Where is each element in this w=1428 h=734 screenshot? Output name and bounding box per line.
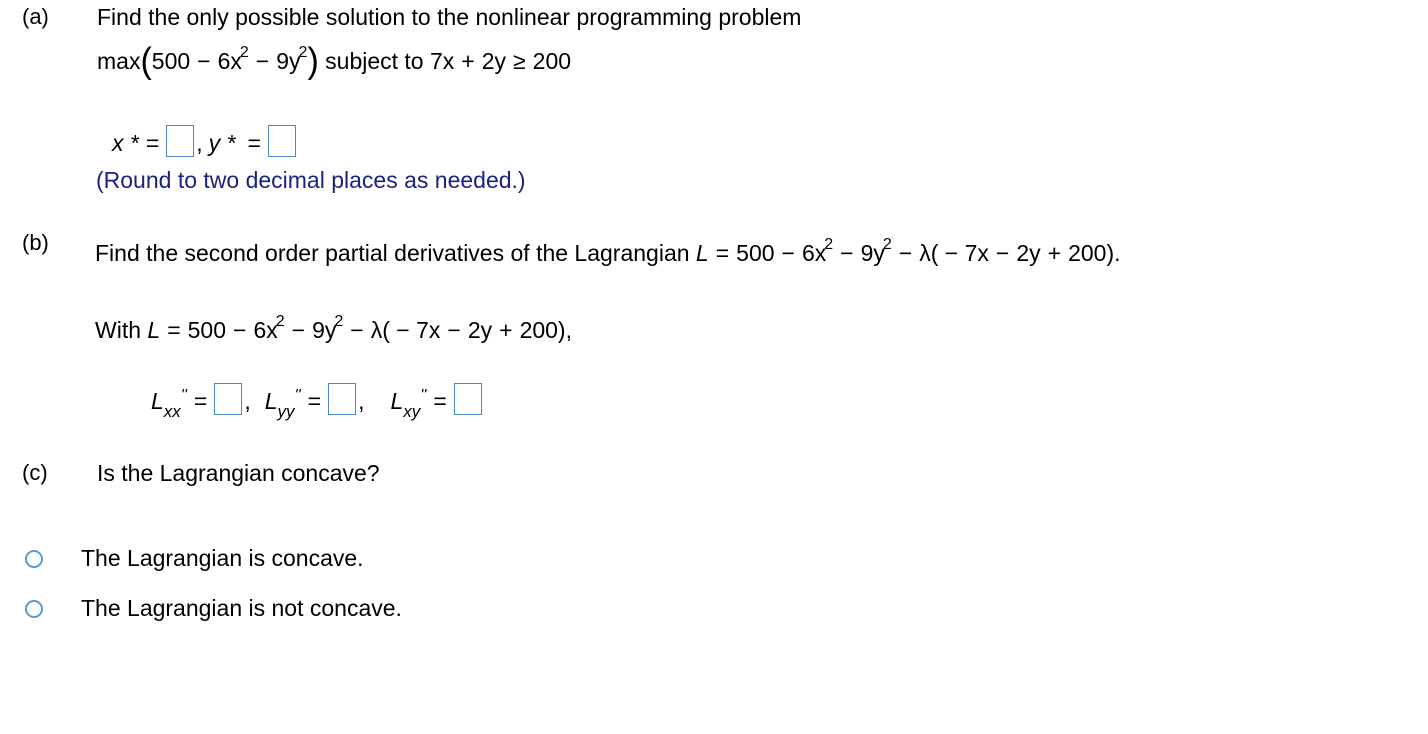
with-text: With (95, 317, 141, 343)
option-not-concave-label[interactable]: The Lagrangian is not concave. (81, 595, 402, 621)
lxx-label: $L_{xx}''$ (151, 386, 187, 421)
y-star-label: y * (208, 129, 236, 156)
radio-concave[interactable] (25, 550, 43, 568)
objective-x-term: 6x (217, 48, 242, 74)
plus-sign: + (1047, 240, 1062, 266)
part-b-prompt-text: Find the second order partial derivatives of the Lagrangian (95, 240, 690, 266)
exponent: 2 (334, 313, 344, 330)
close-paren: ) (307, 41, 319, 81)
minus-sign: − (233, 317, 247, 343)
option-not-concave[interactable] (25, 595, 402, 622)
x-star-label: x * (112, 129, 139, 156)
answer-row-xy (112, 127, 296, 159)
plus-sign: + (499, 317, 513, 343)
minus-sign: − (255, 48, 270, 74)
lxy-label: $L_{xy}''$ (390, 386, 427, 421)
equals-sign: = (193, 387, 208, 414)
constraint-y-term: 2y (481, 48, 507, 74)
exponent: 2 (275, 313, 285, 330)
rounding-note: (Round to two decimal places as needed.) (96, 167, 526, 193)
part-c-prompt: Is the Lagrangian concave? (97, 460, 380, 486)
open-paren: ( (140, 41, 152, 81)
minus-sign: − (995, 240, 1010, 266)
comma: , (196, 129, 203, 156)
objective-expression (97, 41, 572, 81)
minus-sign: − (350, 317, 364, 343)
minus-sign: − (447, 317, 461, 343)
expr-lambda-term: λ( − 7x (919, 240, 989, 266)
part-a-label: (a) (22, 4, 49, 29)
minus-sign: − (840, 240, 854, 266)
objective-constant: 500 (151, 48, 191, 74)
expr-y-term: 9y (312, 317, 337, 343)
second-derivatives-row (151, 385, 482, 421)
y-star-input[interactable] (268, 125, 296, 157)
plus-sign: + (461, 48, 475, 74)
comma: , (244, 387, 251, 414)
expr-x-term: 6x (801, 240, 827, 266)
part-c-label: (c) (22, 460, 48, 485)
expr-lambda-term: λ( − 7x (370, 317, 441, 343)
option-concave[interactable] (25, 545, 364, 572)
expr-x-term: 6x (253, 317, 278, 343)
equals-sign: = (307, 387, 322, 414)
lyy-input[interactable] (328, 383, 356, 415)
exponent: 2 (239, 44, 249, 61)
equals-sign: = (715, 240, 730, 266)
max-operator: max (97, 48, 141, 74)
subject-to-text: subject to (325, 48, 424, 74)
radio-not-concave[interactable] (25, 600, 43, 618)
comma: , (358, 387, 365, 414)
lagrangian-symbol: L (695, 240, 709, 266)
expr-constant: 500 (736, 240, 775, 266)
lxy-input[interactable] (454, 383, 482, 415)
exponent: 2 (298, 44, 308, 61)
part-b-prompt (95, 236, 1121, 267)
exponent: 2 (882, 236, 892, 253)
x-star-input[interactable] (166, 125, 194, 157)
expr-y-term: 9y (860, 240, 885, 266)
expr-200-term: 200). (1068, 240, 1121, 266)
expr-2y-term: 2y (467, 317, 493, 343)
expr-2y-term: 2y (1016, 240, 1041, 266)
lxx-input[interactable] (214, 383, 242, 415)
minus-sign: − (898, 240, 913, 266)
lyy-label: $L_{yy}''$ (264, 386, 301, 421)
geq-sign: ≥ (513, 48, 526, 74)
equals-sign: = (247, 129, 261, 156)
equals-sign: = (145, 129, 160, 156)
minus-sign: − (781, 240, 795, 266)
with-lagrangian-line (95, 313, 572, 344)
part-b-label: (b) (22, 230, 49, 255)
expr-constant: 500 (187, 317, 226, 343)
part-a-prompt: Find the only possible solution to the nonlinear programming problem (97, 4, 802, 30)
constraint-x-term: 7x (430, 48, 455, 74)
minus-sign: − (291, 317, 306, 343)
objective-y-term: 9y (276, 48, 301, 74)
exponent: 2 (824, 236, 834, 253)
equals-sign: = (167, 317, 181, 343)
expr-200-term: 200), (519, 317, 572, 343)
minus-sign: − (197, 48, 211, 74)
lagrangian-symbol: L (147, 317, 161, 343)
option-concave-label[interactable]: The Lagrangian is concave. (81, 545, 364, 571)
constraint-rhs: 200 (532, 48, 572, 74)
equals-sign: = (433, 387, 447, 414)
